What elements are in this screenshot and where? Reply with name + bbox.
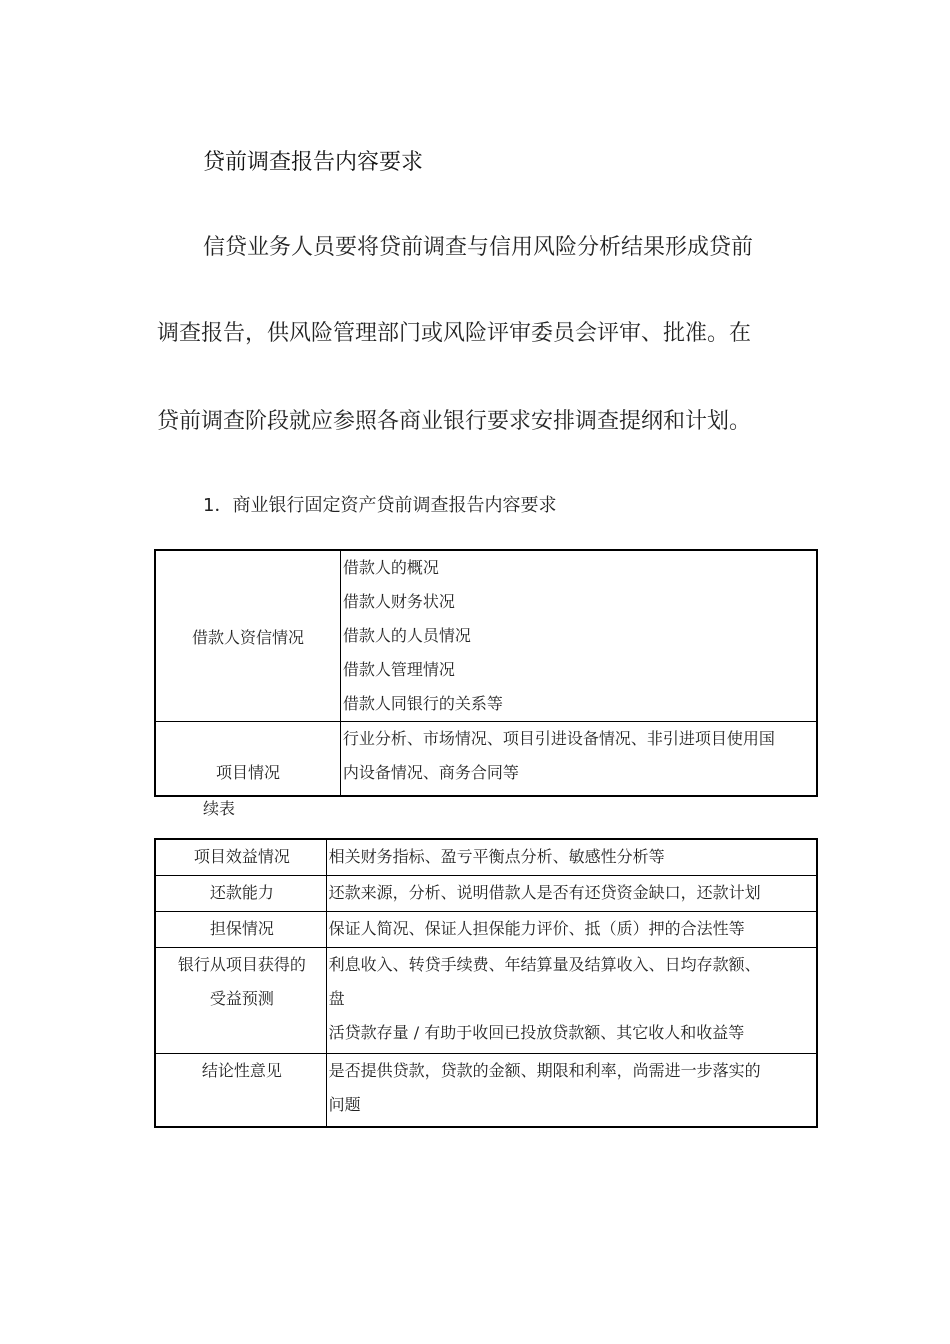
row-label-cell [155, 550, 340, 722]
row-content-cell [326, 875, 817, 911]
table-row [155, 947, 817, 1053]
table-row [155, 722, 817, 796]
list-item: 借款人管理情况 [342, 660, 455, 679]
row-label: 担保情况 [209, 918, 274, 938]
list-item: 保证人简况、保证人担保能力评价、抵（质）押的合法性等 [328, 918, 745, 938]
row-label-cell [155, 947, 326, 1053]
list-item: 借款人的人员情况 [342, 626, 471, 645]
table-row [155, 911, 817, 947]
table-row [155, 1053, 817, 1127]
row-content-cell [326, 1053, 817, 1127]
loan-report-table-continued [154, 838, 818, 1128]
row-label-cell [155, 839, 326, 875]
table-row [155, 875, 817, 911]
list-item: 行业分析、市场情况、项目引进设备情况、非引进项目使用国 [342, 729, 775, 748]
row-content-cell [326, 947, 817, 1053]
loan-report-table [154, 549, 818, 797]
row-content-cell [326, 839, 817, 875]
row-label: 结论性意见 [201, 1060, 282, 1080]
list-item: 相关财务指标、盈亏平衡点分析、敏感性分析等 [328, 847, 665, 866]
row-label: 还款能力 [209, 882, 274, 902]
row-label: 银行从项目获得的 [177, 954, 306, 974]
table-row [155, 550, 817, 722]
list-item: 借款人财务状况 [342, 592, 455, 611]
row-label: 项目效益情况 [193, 847, 290, 866]
row-label-cell [155, 722, 340, 796]
continued-label: 续表 [203, 799, 236, 818]
list-item: 内设备情况、商务合同等 [342, 763, 519, 782]
list-item: 借款人同银行的关系等 [342, 694, 503, 713]
list-item: 活贷款存量 / 有助于收回已投放贷款额、其它收人和收益等 [328, 1022, 745, 1042]
page-title: 贷前调查报告内容要求 [203, 150, 424, 175]
row-content-cell [340, 550, 817, 722]
intro-line-1: 信贷业务人员要将贷前调查与信用风险分析结果形成贷前 [203, 235, 754, 260]
row-label-cell [155, 875, 326, 911]
intro-line-2: 调查报告，供风险管理部门或风险评审委员会评审、批准。在 [157, 321, 752, 346]
row-label: 受益预测 [209, 988, 274, 1008]
row-label: 项目情况 [215, 762, 280, 782]
list-item: 借款人的概况 [342, 558, 439, 577]
row-content-cell [326, 911, 817, 947]
intro-line-3: 贷前调查阶段就应参照各商业银行要求安排调查提纲和计划。 [157, 409, 752, 434]
table-row [155, 839, 817, 875]
row-content-cell [340, 722, 817, 796]
list-item: 盘 [328, 988, 345, 1008]
list-item: 利息收入、转贷手续费、年结算量及结算收入、日均存款额、 [328, 954, 761, 974]
row-label: 借款人资信情况 [191, 627, 304, 647]
list-item: 是否提供贷款，贷款的金额、期限和利率，尚需进一步落实的 [328, 1060, 761, 1080]
section-heading: 1．商业银行固定资产贷前调查报告内容要求 [203, 495, 557, 516]
row-label-cell [155, 911, 326, 947]
list-item: 问题 [328, 1094, 361, 1114]
list-item: 还款来源，分析、说明借款人是否有还贷资金缺口，还款计划 [328, 882, 761, 902]
row-label-cell [155, 1053, 326, 1127]
